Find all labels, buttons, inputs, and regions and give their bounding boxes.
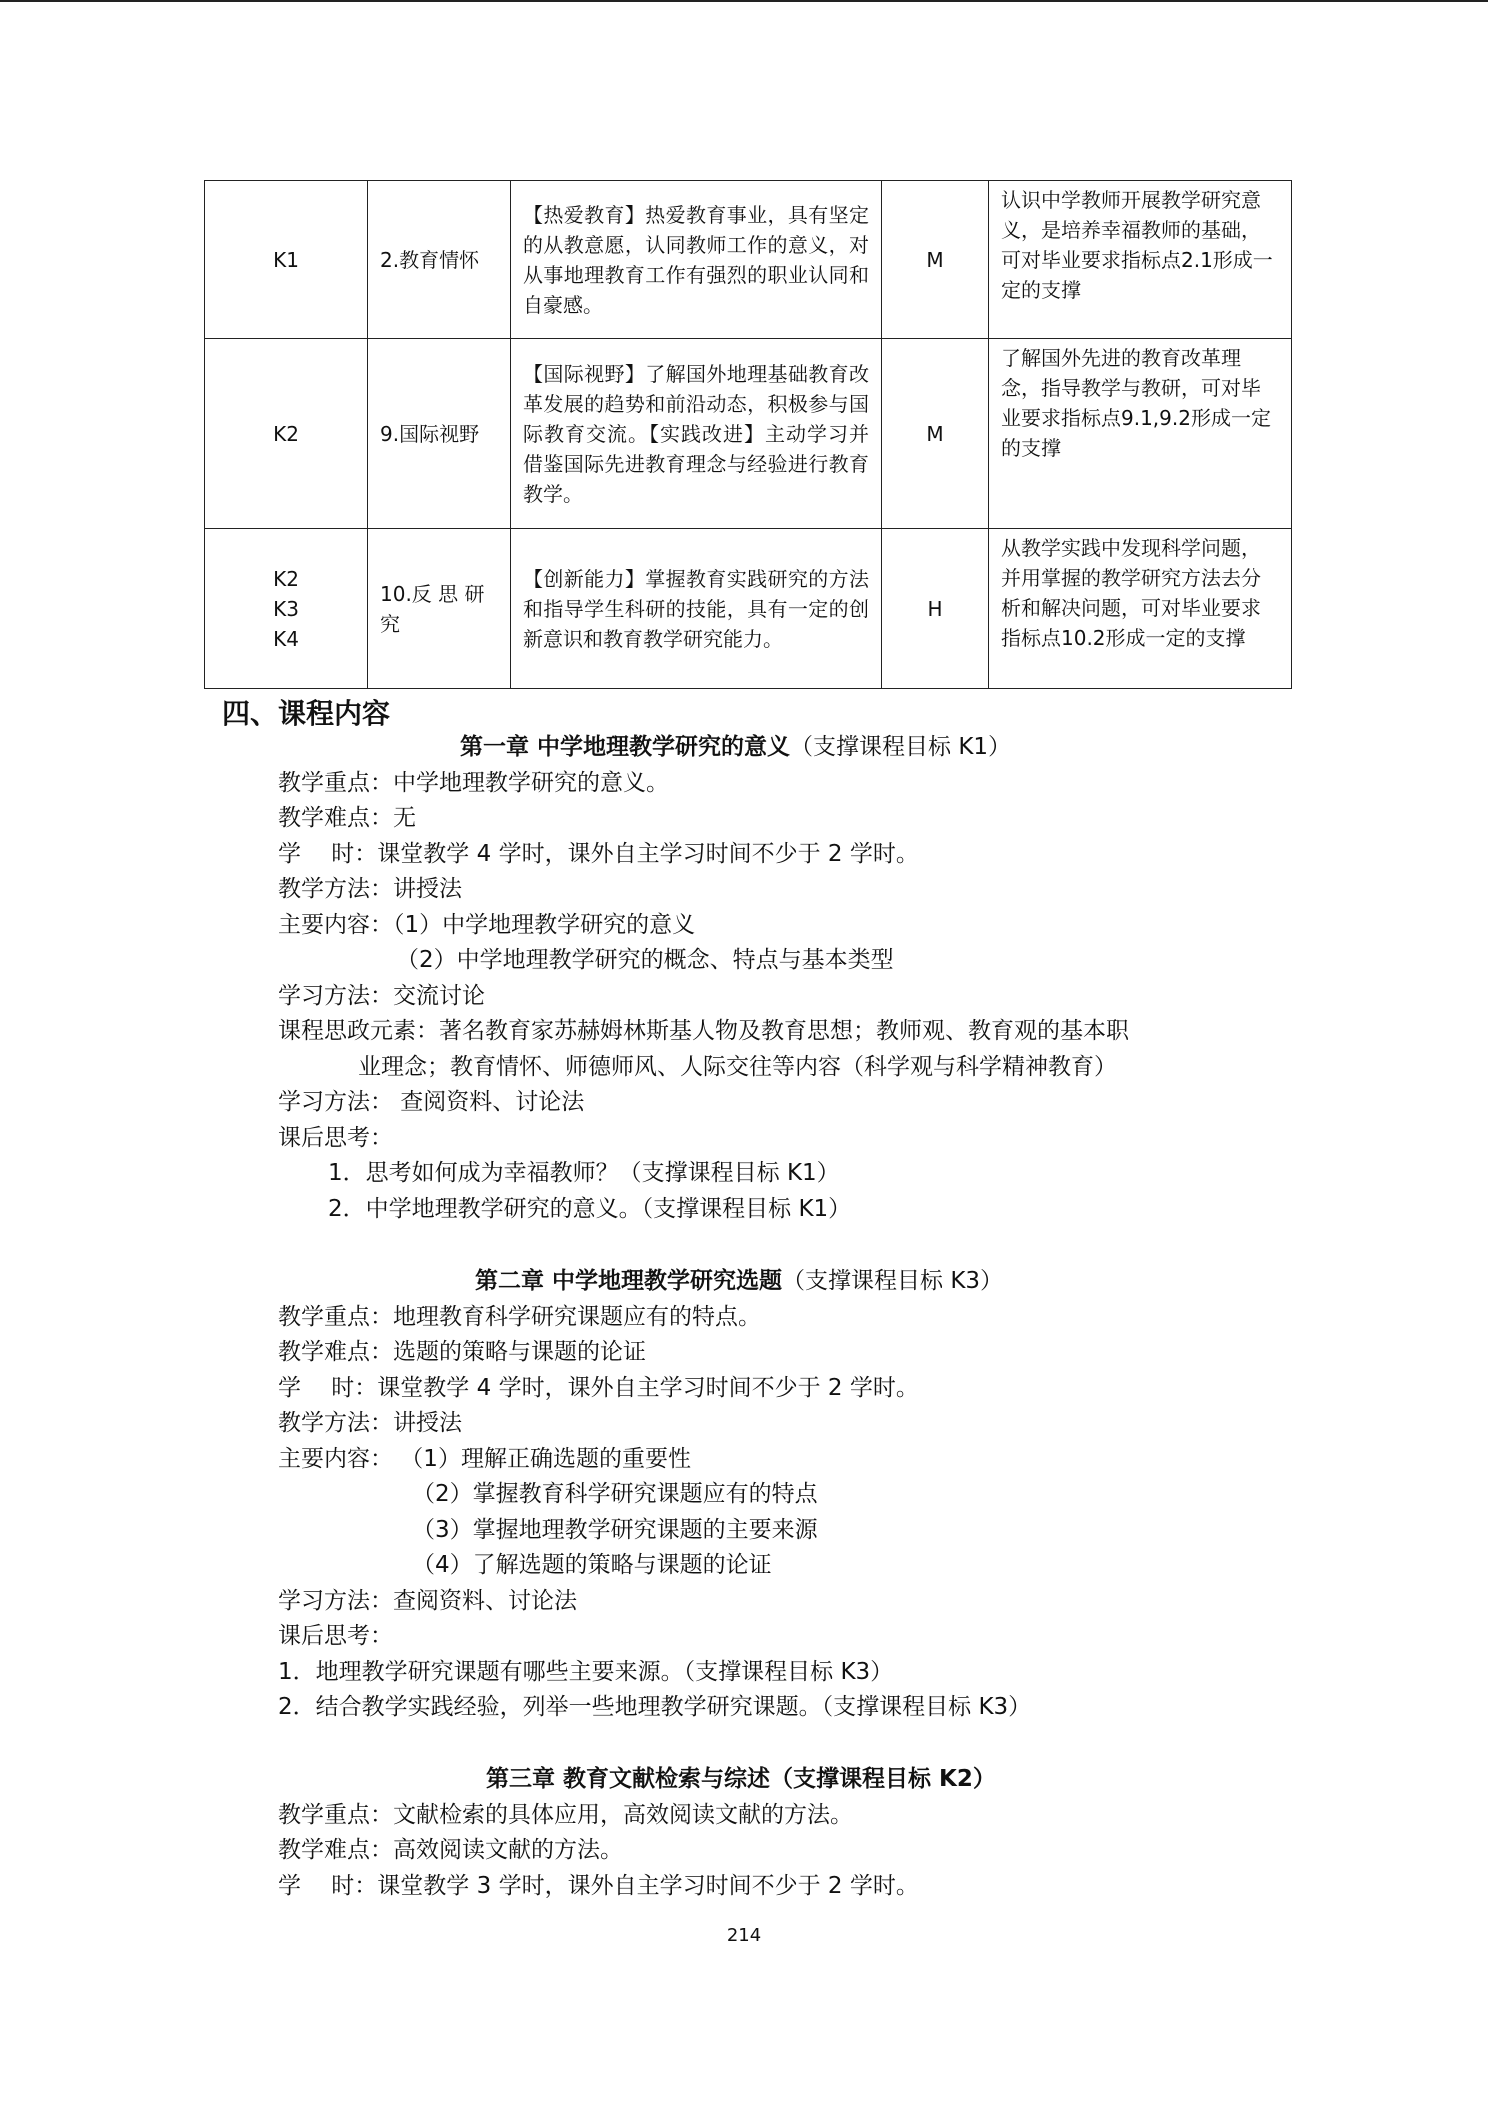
course-target-cell: K2 — [205, 339, 368, 529]
after-class-thinking: 课后思考： — [278, 1623, 393, 1649]
main-content-item: （2）掌握教育科学研究课题应有的特点 — [412, 1481, 818, 1507]
support-description-cell: 认识中学教师开展教学研究意义，是培养幸福教师的基础，可对毕业要求指标点2.1形成一定的支撑 — [989, 181, 1292, 339]
thinking-question: 2．中学地理教学研究的意义。（支撑课程目标 K1） — [328, 1196, 852, 1222]
after-class-thinking: 课后思考： — [278, 1125, 393, 1151]
chapter-title — [460, 730, 1011, 764]
class-hours: 学 时：课堂教学 4 学时，课外自主学习时间不少于 2 学时。 — [278, 841, 919, 867]
chapter-title — [475, 1264, 1003, 1298]
graduation-requirement-cell: 10.反 思 研究 — [368, 529, 511, 689]
teaching-difficulty: 教学难点：无 — [278, 805, 416, 831]
support-description-cell: 了解国外先进的教育改革理念，指导教学与教研，可对毕业要求指标点9.1,9.2形成一定的支撑 — [989, 339, 1292, 529]
chapter-title-text: 第一章 中学地理教学研究的意义 — [460, 734, 791, 760]
main-content: 主要内容： （1）理解正确选题的重要性 — [278, 1446, 691, 1472]
chapter-title — [486, 1762, 996, 1796]
teaching-focus: 教学重点：中学地理教学研究的意义。 — [278, 770, 669, 796]
section-title: 四、课程内容 — [222, 697, 391, 730]
page-number: 214 — [726, 1925, 762, 1946]
teaching-method: 教学方法：讲授法 — [278, 876, 462, 902]
chapter-title-text: 第三章 教育文献检索与综述（支撑课程目标 K2） — [486, 1766, 996, 1792]
main-content-item: （4）了解选题的策略与课题的论证 — [412, 1552, 772, 1578]
indicator-cell: 【国际视野】了解国外地理基础教育改革发展的趋势和前沿动态，积极参与国际教育交流。【实践改进】主动学习并借鉴国际先进教育理念与经验进行教育教学。 — [511, 339, 882, 529]
main-content: 主要内容：（1）中学地理教学研究的意义 — [278, 912, 696, 938]
teaching-difficulty: 教学难点：高效阅读文献的方法。 — [278, 1837, 623, 1863]
ideological-elements-cont: 业理念；教育情怀、师德师风、人际交往等内容（科学观与科学精神教育） — [358, 1054, 1117, 1080]
thinking-question: 1．思考如何成为幸福教师？（支撑课程目标 K1） — [328, 1160, 840, 1186]
learning-method: 学习方法： 查阅资料、讨论法 — [278, 1089, 585, 1115]
teaching-focus: 教学重点：地理教育科学研究课题应有的特点。 — [278, 1304, 761, 1330]
table-row — [205, 339, 1292, 529]
main-content-item: （3）掌握地理教学研究课题的主要来源 — [412, 1517, 818, 1543]
teaching-difficulty: 教学难点：选题的策略与课题的论证 — [278, 1339, 646, 1365]
thinking-question: 1．地理教学研究课题有哪些主要来源。（支撑课程目标 K3） — [278, 1659, 894, 1685]
support-description-cell: 从教学实践中发现科学问题，并用掌握的教学研究方法去分析和解决问题，可对毕业要求指标点10.2形成一定的支撑 — [989, 529, 1292, 689]
support-level-cell: M — [882, 339, 989, 529]
course-objective-table — [204, 180, 1292, 689]
chapter-title-text: 第二章 中学地理教学研究选题 — [475, 1268, 783, 1294]
class-hours: 学 时：课堂教学 3 学时，课外自主学习时间不少于 2 学时。 — [278, 1873, 919, 1899]
table-row — [205, 529, 1292, 689]
learning-method: 学习方法：查阅资料、讨论法 — [278, 1588, 577, 1614]
main-content-item: （2）中学地理教学研究的概念、特点与基本类型 — [396, 947, 894, 973]
course-target-cell: K1 — [205, 181, 368, 339]
thinking-question: 2．结合教学实践经验，列举一些地理教学研究课题。（支撑课程目标 K3） — [278, 1694, 1032, 1720]
teaching-method: 教学方法：讲授法 — [278, 1410, 462, 1436]
graduation-requirement-cell: 2.教育情怀 — [368, 181, 511, 339]
chapter-support: （支撑课程目标 K1） — [790, 734, 1012, 760]
chapter-support: （支撑课程目标 K3） — [782, 1268, 1004, 1294]
ideological-elements: 课程思政元素：著名教育家苏赫姆林斯基人物及教育思想；教师观、教育观的基本职 — [278, 1018, 1129, 1044]
table-row — [205, 181, 1292, 339]
indicator-cell: 【热爱教育】热爱教育事业，具有坚定的从教意愿，认同教师工作的意义，对从事地理教育工作有强烈的职业认同和自豪感。 — [511, 181, 882, 339]
teaching-focus: 教学重点：文献检索的具体应用，高效阅读文献的方法。 — [278, 1802, 853, 1828]
class-hours: 学 时：课堂教学 4 学时，课外自主学习时间不少于 2 学时。 — [278, 1375, 919, 1401]
learning-method: 学习方法：交流讨论 — [278, 983, 485, 1009]
graduation-requirement-cell: 9.国际视野 — [368, 339, 511, 529]
support-level-cell: H — [882, 529, 989, 689]
support-level-cell: M — [882, 181, 989, 339]
page-top-border — [0, 0, 1488, 2]
indicator-cell: 【创新能力】掌握教育实践研究的方法和指导学生科研的技能，具有一定的创新意识和教育教学研究能力。 — [511, 529, 882, 689]
course-target-cell: K2 K3 K4 — [205, 529, 368, 689]
